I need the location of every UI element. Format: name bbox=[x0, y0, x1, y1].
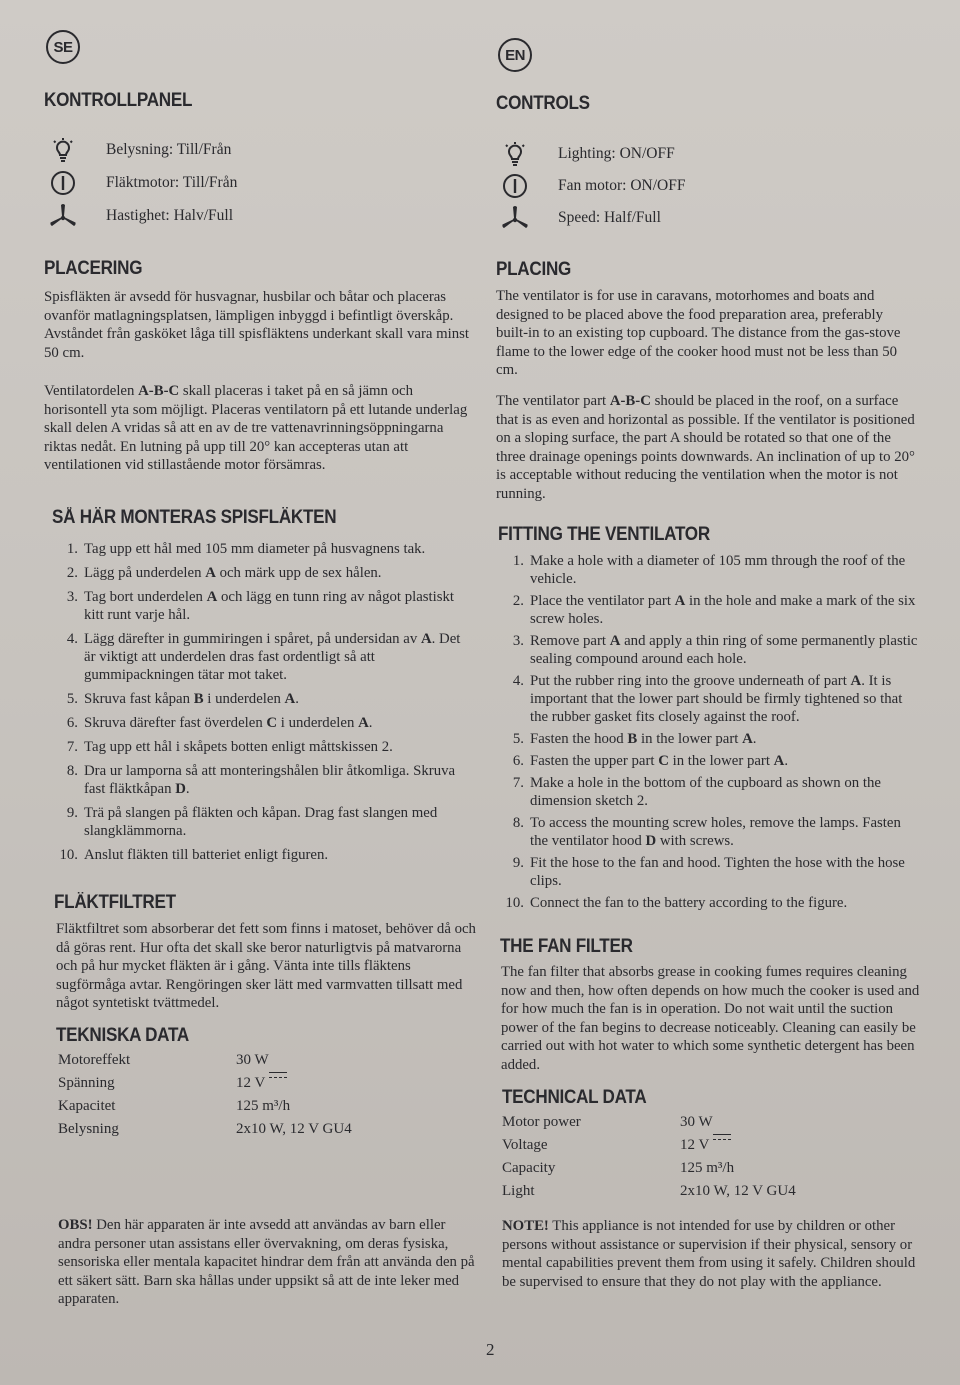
step-text: Lägg därefter in gummiringen i spåret, på undersidan av bbox=[84, 631, 421, 647]
step-number: 10. bbox=[505, 895, 524, 911]
step-number: 4. bbox=[66, 631, 78, 647]
filter-paragraph: Fläktfiltret som absorberar det fett som finns i matoset, behöver då och då göras rent. Hur ofta det skall ske beror naturligtvis på matvarorna och på hur mycket fläkten är i gång. Vänta inte tills fläktens sugförmåga avtar. Rengöringen sker lätt med varmvatten tillsatt med något syntetiskt tvättmedel. bbox=[56, 921, 476, 1012]
placing-paragraph-2: The ventilator part A-B-C should be placed in the roof, on a surface that is as even and horizontal as possible. If the ventilator is positioned on a sloping surface, the part A should be rotated so that one of the three drainage openings points downwards. An inclination of up to 20° is acceptable without reducing the ventilation when the motor is not running. bbox=[496, 393, 915, 502]
part-letter: B bbox=[193, 691, 204, 707]
step-text: To access the mounting screw holes, remove the lamps. Fasten the ventilator hood bbox=[530, 815, 901, 849]
step-text: Connect the fan to the battery according to the figure. bbox=[530, 895, 848, 911]
technical-data-row bbox=[502, 1134, 796, 1157]
power-icon bbox=[46, 170, 80, 196]
control-label: Fan motor: ON/OFF bbox=[558, 177, 686, 194]
step-text: Put the rubber ring into the groove underneath of part bbox=[530, 673, 851, 689]
step-text: Skruva därefter fast överdelen bbox=[84, 715, 267, 731]
step-text: Remove part bbox=[530, 633, 610, 649]
part-letter: A bbox=[773, 753, 785, 769]
part-letter: D bbox=[645, 833, 657, 849]
step-text: Dra ur lamporna så att monteringshålen blir åtkomliga. Skruva fast fläktkåpan bbox=[84, 763, 456, 797]
step-number: 5. bbox=[512, 731, 524, 747]
spec-value: 12 V bbox=[236, 1075, 266, 1091]
fitting-step bbox=[54, 588, 474, 624]
part-letter: A bbox=[609, 633, 621, 649]
step-text: Make a hole in the bottom of the cupboard as shown on the dimension sketch 2. bbox=[530, 775, 881, 809]
control-speed bbox=[44, 203, 234, 229]
part-letter: A bbox=[205, 565, 216, 581]
step-text: i underdelen bbox=[277, 715, 359, 731]
step-text: Tag bort underdelen bbox=[84, 589, 207, 605]
technical-data-heading: TECHNICAL DATA bbox=[502, 1087, 647, 1108]
step-number: 6. bbox=[66, 715, 78, 731]
technical-data-row bbox=[502, 1180, 796, 1203]
step-number: 3. bbox=[66, 589, 78, 605]
placing-paragraph-1: The ventilator is for use in caravans, motorhomes and boats and designed to be placed above the food preparation area, preferably built-in to an existing top cupboard. The distance from the gas-stove flame to the lower edge of the cooker hood must not be less than 50 cm. bbox=[496, 288, 901, 379]
fitting-step bbox=[500, 894, 918, 912]
fitting-step bbox=[54, 540, 474, 558]
placing-paragraph-2: Ventilatordelen A-B-C skall placeras i taket på en så jämn och horisontell yta som möjligt. Placeras ventilatorn på ett lutande underlag skall delen A vridas så att en av de tre vattenavrinningsöppningarna riktas nedåt. En lutning på upp till 20° kan accepteras utan att ventilationen vid stillastående motor försämras. bbox=[44, 383, 468, 474]
step-text: Anslut fläkten till batteriet enligt figuren. bbox=[84, 847, 329, 863]
step-number: 5. bbox=[66, 691, 78, 707]
control-label: Fläktmotor: Till/Från bbox=[106, 174, 238, 191]
part-letter: C bbox=[266, 715, 278, 731]
fitting-step bbox=[500, 552, 918, 588]
spec-value: 12 V bbox=[680, 1137, 710, 1153]
step-text: Place the ventilator part bbox=[530, 593, 675, 609]
technical-data-row bbox=[58, 1072, 352, 1095]
part-letter: A bbox=[850, 673, 862, 689]
step-text: in the lower part bbox=[668, 753, 774, 769]
spec-label: Motor power bbox=[502, 1114, 581, 1130]
page-number: 2 bbox=[486, 1340, 495, 1359]
spec-label: Spänning bbox=[58, 1075, 115, 1091]
step-text: and apply a thin ring of some permanently plastic sealing compound around each hole. bbox=[530, 633, 918, 667]
fitting-steps-list bbox=[54, 540, 474, 870]
control-speed bbox=[496, 205, 661, 231]
step-text: . Det är viktigt att underdelen dras fast ordentligt så att gummipackningen tätar mot taket. bbox=[84, 631, 461, 683]
technical-data-table bbox=[58, 1049, 352, 1141]
step-text: Fit the hose to the fan and hood. Tighten the hose with the hose clips. bbox=[530, 855, 905, 889]
technical-data-row bbox=[502, 1157, 796, 1180]
step-text: . bbox=[752, 731, 757, 747]
part-letter: A bbox=[206, 589, 218, 605]
fitting-step bbox=[54, 846, 474, 864]
filter-heading: FLÄKTFILTRET bbox=[54, 892, 176, 913]
fitting-step bbox=[54, 738, 474, 756]
fitting-step bbox=[500, 592, 918, 628]
part-letter: B bbox=[627, 731, 638, 747]
technical-data-row bbox=[58, 1049, 352, 1072]
fitting-step bbox=[54, 714, 474, 732]
control-label: Lighting: ON/OFF bbox=[558, 145, 675, 162]
step-text: . It is important that the lower part should be firmly tightened so that the rubber gasket fits closely against the roof. bbox=[530, 673, 903, 725]
step-text: Skruva fast kåpan bbox=[84, 691, 194, 707]
fitting-step bbox=[500, 672, 918, 726]
control-lighting bbox=[44, 137, 232, 163]
controls-heading: KONTROLLPANEL bbox=[44, 90, 193, 111]
filter-heading: THE FAN FILTER bbox=[500, 936, 633, 957]
spec-value: 2x10 W, 12 V GU4 bbox=[680, 1183, 796, 1199]
spec-value: 125 m³/h bbox=[236, 1098, 291, 1114]
spec-label: Motoreffekt bbox=[58, 1052, 131, 1068]
fitting-step bbox=[500, 632, 918, 668]
fitting-step bbox=[54, 564, 474, 582]
control-label: Hastighet: Halv/Full bbox=[106, 207, 234, 224]
step-number: 9. bbox=[66, 805, 78, 821]
spec-value: 2x10 W, 12 V GU4 bbox=[236, 1121, 352, 1137]
fitting-step bbox=[54, 762, 474, 798]
bulb-icon bbox=[498, 141, 532, 167]
spec-label: Capacity bbox=[502, 1160, 556, 1176]
part-letter: A bbox=[358, 715, 369, 731]
step-text: Lägg på underdelen bbox=[84, 565, 206, 581]
control-lighting bbox=[496, 141, 675, 167]
step-text: Fasten the upper part bbox=[530, 753, 659, 769]
spec-label: Light bbox=[502, 1183, 535, 1199]
step-number: 7. bbox=[66, 739, 78, 755]
fitting-step bbox=[54, 690, 474, 708]
step-text: in the lower part bbox=[637, 731, 743, 747]
technical-data-table bbox=[502, 1111, 796, 1203]
placing-heading: PLACING bbox=[496, 259, 572, 280]
direct-current-icon bbox=[269, 1072, 287, 1080]
fitting-step bbox=[54, 630, 474, 684]
fitting-step bbox=[54, 804, 474, 840]
fitting-step bbox=[500, 814, 918, 850]
step-text: och lägg en tunn ring av något plastiskt kitt runt varje hål. bbox=[84, 589, 455, 623]
step-text: i underdelen bbox=[203, 691, 285, 707]
step-number: 9. bbox=[512, 855, 524, 871]
bulb-icon bbox=[46, 137, 80, 163]
step-number: 8. bbox=[512, 815, 524, 831]
placing-heading: PLACERING bbox=[44, 258, 143, 279]
step-text: in the hole and make a mark of the six screw holes. bbox=[530, 593, 916, 627]
fitting-heading: SÅ HÄR MONTERAS SPISFLÄKTEN bbox=[52, 507, 337, 528]
fitting-heading: FITTING THE VENTILATOR bbox=[498, 524, 710, 545]
step-text: . bbox=[295, 691, 299, 707]
step-number: 1. bbox=[66, 541, 78, 557]
part-letter: D bbox=[175, 781, 186, 797]
step-number: 8. bbox=[66, 763, 78, 779]
step-text: . bbox=[784, 753, 789, 769]
spec-value: 30 W bbox=[680, 1114, 713, 1130]
fan-icon bbox=[498, 205, 532, 231]
step-number: 10. bbox=[59, 847, 78, 863]
language-badge-se: SE bbox=[46, 30, 80, 64]
control-label: Speed: Half/Full bbox=[558, 209, 661, 226]
step-number: 4. bbox=[512, 673, 524, 689]
part-letter: A bbox=[674, 593, 686, 609]
spec-label: Belysning bbox=[58, 1121, 119, 1137]
fitting-steps-list bbox=[500, 552, 918, 916]
step-number: 2. bbox=[66, 565, 78, 581]
technical-data-row bbox=[58, 1118, 352, 1141]
fitting-step bbox=[500, 854, 918, 890]
step-text: Fasten the hood bbox=[530, 731, 628, 747]
technical-data-row bbox=[58, 1095, 352, 1118]
step-text: Make a hole with a diameter of 105 mm through the roof of the vehicle. bbox=[530, 553, 906, 587]
safety-note: OBS! Den här apparaten är inte avsedd att användas av barn eller andra personer utan assistans eller övervakning, om deras fysiska, sensoriska eller mentala kapacitet hindrar dem från att använda den på ett säkert sätt. Barn ska hållas under uppsikt så att de inte leker med apparaten. bbox=[58, 1217, 475, 1308]
placing-paragraph-1: Spisfläkten är avsedd för husvagnar, husbilar och båtar och placeras ovanför matlagningsplatsen, lämpligen inbyggd i befintligt överskåp. Avståndet från gasköket låga till spisfläktens underkant skall vara minst 50 cm. bbox=[44, 289, 470, 361]
step-number: 3. bbox=[512, 633, 524, 649]
step-number: 6. bbox=[512, 753, 524, 769]
spec-value: 30 W bbox=[236, 1052, 269, 1068]
spec-value: 125 m³/h bbox=[680, 1160, 735, 1176]
step-text: . bbox=[368, 715, 373, 731]
spec-label: Voltage bbox=[502, 1137, 548, 1153]
power-icon bbox=[498, 173, 532, 199]
step-text: . bbox=[185, 781, 190, 797]
step-text: Tag upp ett hål med 105 mm diameter på husvagnens tak. bbox=[84, 541, 426, 557]
step-text: with screws. bbox=[656, 833, 734, 849]
step-text: Tag upp ett hål i skåpets botten enligt måttskissen 2. bbox=[84, 739, 393, 755]
control-fan-motor bbox=[44, 170, 238, 196]
spec-label: Kapacitet bbox=[58, 1098, 116, 1114]
filter-paragraph: The fan filter that absorbs grease in cooking fumes requires cleaning now and then, how often depends on how much the cooker is used and for how much the fan is in operation. Do not wait until the suction power of the fan begins to decrease noticeably. Cleaning can easily be carried out with hot water to which some synthetic detergent has been added. bbox=[501, 964, 920, 1073]
technical-data-row bbox=[502, 1111, 796, 1134]
fitting-step bbox=[500, 774, 918, 810]
step-number: 7. bbox=[512, 775, 524, 791]
safety-note: NOTE! This appliance is not intended for use by children or other persons without assistance or supervision if their physical, sensory or mental capabilities prevent them from using it safely. Children should be supervised to ensure that they do not play with the appliance. bbox=[502, 1218, 916, 1290]
step-number: 1. bbox=[512, 553, 524, 569]
controls-heading: CONTROLS bbox=[496, 93, 590, 114]
step-text: och märk upp de sex hålen. bbox=[215, 565, 382, 581]
fitting-step bbox=[500, 752, 918, 770]
part-letter: C bbox=[658, 753, 669, 769]
language-badge-en: EN bbox=[498, 38, 532, 72]
direct-current-icon bbox=[713, 1134, 731, 1142]
fitting-step bbox=[500, 730, 918, 748]
part-letter: A bbox=[284, 691, 296, 707]
part-letter: A bbox=[420, 631, 432, 647]
technical-data-heading: TEKNISKA DATA bbox=[56, 1025, 189, 1046]
control-label: Belysning: Till/Från bbox=[106, 141, 232, 158]
control-fan-motor bbox=[496, 173, 686, 199]
step-number: 2. bbox=[512, 593, 524, 609]
fan-icon bbox=[46, 203, 80, 229]
part-letter: A bbox=[742, 731, 753, 747]
step-text: Trä på slangen på fläkten och kåpan. Drag fast slangen med slangklämmorna. bbox=[84, 805, 438, 839]
